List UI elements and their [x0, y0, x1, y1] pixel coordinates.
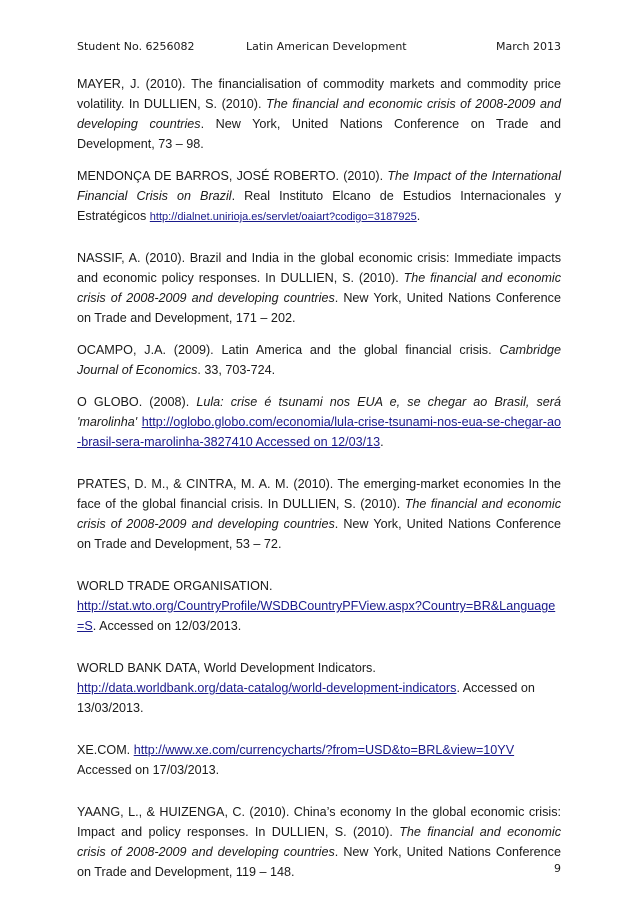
- reference-text: MAYER, J. (2010). The financialisation of commodity markets and commodity price volatility. In DULLIEN, S. (2010).: [77, 77, 561, 111]
- reference-text: . New York, United Nations Conference on Trade and Development, 53 – 72.: [77, 517, 561, 551]
- reference-text: . New York, United Nations Conference on Trade and Development, 171 – 202.: [77, 291, 561, 325]
- reference-text: XE.COM.: [77, 743, 134, 757]
- reference-nassif: [77, 248, 561, 328]
- reference-yaang: [77, 802, 561, 882]
- reference-ocampo: [77, 340, 561, 380]
- reference-title: Cambridge Journal of Economics: [77, 343, 561, 377]
- header-course-title: Latin American Development: [246, 40, 407, 53]
- reference-title: The financial and economic crisis of 2008-2009 and developing countries: [77, 497, 561, 531]
- reference-text: MENDONÇA DE BARROS, JOSÉ ROBERTO. (2010).: [77, 169, 388, 183]
- header-date: March 2013: [495, 40, 561, 53]
- reference-o-globo: [77, 392, 561, 452]
- reference-text: WORLD BANK DATA, World Development Indicators.: [77, 661, 376, 675]
- reference-text: .: [380, 435, 384, 449]
- reference-text: WORLD TRADE ORGANISATION.: [77, 579, 273, 593]
- reference-list: [77, 74, 561, 882]
- reference-link[interactable]: http://data.worldbank.org/data-catalog/world-development-indicators: [77, 681, 457, 695]
- reference-link[interactable]: http://dialnet.unirioja.es/servlet/oaiart?codigo=3187925: [149, 211, 417, 223]
- reference-link[interactable]: http://www.xe.com/currencycharts/?from=USD&to=BRL&view=10YV: [133, 743, 515, 757]
- reference-text: OCAMPO, J.A. (2009). Latin America and the global financial crisis.: [77, 343, 500, 357]
- reference-text: PRATES, D. M., & CINTRA, M. A. M. (2010). The emerging-market economies In the face of the global financial crisis. In DULLIEN, S. (2010).: [77, 477, 561, 511]
- reference-title: The financial and economic crisis of 2008-2009 and developing countries: [77, 271, 561, 305]
- reference-text: . Accessed on 13/03/2013.: [77, 681, 535, 715]
- reference-text: YAANG, L., & HUIZENGA, C. (2010). China’s economy In the global economic crisis: Impact and policy responses. In DULLIEN, S. (2010).: [77, 805, 561, 839]
- reference-text: . Real Instituto Elcano de Estudios Internacionales y Estratégicos: [77, 189, 562, 223]
- page-number: 9: [554, 862, 561, 875]
- reference-world-bank: [77, 658, 561, 718]
- reference-wto: [77, 576, 561, 636]
- reference-mayer: [77, 74, 561, 154]
- reference-mendonca: [77, 166, 561, 227]
- reference-title: Lula: crise é tsunami nos EUA e, se chegar ao Brasil, será 'marolinha': [77, 395, 561, 429]
- reference-text: Accessed on 17/03/2013.: [77, 763, 220, 777]
- reference-text: NASSIF, A. (2010). Brazil and India in the global economic crisis: Immediate impacts and economic policy responses. In DULLIEN, S. (2010).: [77, 251, 561, 285]
- header-student-number: Student No. 6256082: [77, 40, 195, 53]
- reference-title: The financial and economic crisis of 2008-2009 and developing countries: [77, 97, 561, 131]
- reference-text: . 33, 703-724.: [197, 363, 276, 377]
- reference-text: . New York, United Nations Conference on Trade and Development, 73 – 98.: [77, 117, 561, 151]
- reference-title: The Impact of the International Financial Crisis on Brazil: [77, 169, 561, 203]
- reference-xe: [77, 740, 561, 780]
- reference-text: . New York, United Nations Conference on Trade and Development, 119 – 148.: [77, 845, 561, 879]
- reference-prates: [77, 474, 561, 554]
- reference-text: O GLOBO. (2008).: [77, 395, 197, 409]
- reference-link[interactable]: http://oglobo.globo.com/economia/lula-crise-tsunami-nos-eua-se-chegar-ao-brasil-sera-marolinha-3827410 Accessed on 12/03/13: [77, 415, 561, 449]
- reference-text: .: [416, 209, 421, 223]
- reference-title: The financial and economic crisis of 2008-2009 and developing countries: [77, 825, 561, 859]
- page-header: [77, 40, 561, 56]
- reference-text: . Accessed on 12/03/2013.: [92, 619, 242, 633]
- reference-link[interactable]: http://stat.wto.org/CountryProfile/WSDBCountryPFView.aspx?Country=BR&Language=S: [77, 599, 556, 633]
